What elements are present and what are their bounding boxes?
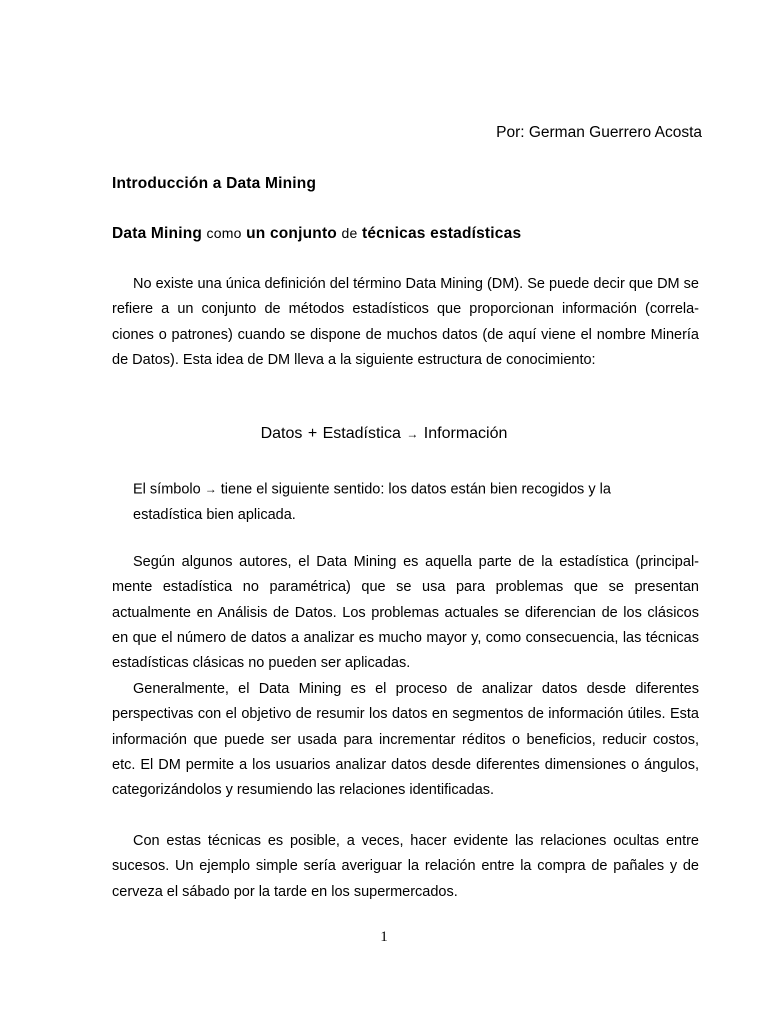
author-line: Por: German Guerrero Acosta [496, 124, 702, 141]
paragraph-authors: Según algunos autores, el Data Mining es aquella parte de la estadística (principal- mente estadística no paramétrica) que se usa para problemas que se presentan actualmente en Análisis de Datos. Los problemas actuales se diferencian de los clásicos en que el número de datos a analizar es mucho mayor y, como consecuencia, las técnicas estadísticas clásicas no pueden ser aplicadas. [112, 554, 699, 672]
symbol-note-before: El símbolo [133, 481, 205, 498]
page-number: 1 [380, 929, 388, 945]
heading-sub-part2: como [206, 225, 242, 241]
right-arrow-icon: → [204, 482, 217, 496]
heading-data-mining-techniques [112, 225, 521, 243]
formula-left: Datos + Estadística [260, 425, 401, 442]
heading-sub-part3: un conjunto [241, 225, 342, 242]
heading-sub-part4: de [341, 225, 358, 241]
heading-introduction: Introducción a Data Mining [112, 175, 317, 192]
heading-sub-part1: Data Mining [112, 225, 207, 242]
paragraph-hidden-relations: Con estas técnicas es posible, a veces, hacer evidente las relaciones ocultas entre sucesos. Un ejemplo simple sería averiguar la relación entre la compra de pañales y de cerveza el sábado por la tarde en los supermercados. [112, 833, 699, 900]
symbol-explanation [133, 477, 683, 528]
knowledge-formula [0, 425, 768, 443]
paragraph-definition: No existe una única definición del término Data Mining (DM). Se puede decir que DM se refiere a un conjunto de métodos estadísticos que proporcionan información (correla- ciones o patrones) cuando se dispone de muchos datos (de aquí viene el nombre Minería de Datos). Esta idea de DM lleva a la siguiente estructura de conocimiento: [112, 276, 699, 368]
heading-sub-part5: técnicas estadísticas [357, 225, 522, 242]
paragraph-generally: Generalmente, el Data Mining es el proceso de analizar datos desde diferentes perspectivas con el objetivo de resumir los datos en segmentos de información útiles. Esta información que puede ser usada para incrementar réditos o beneficios, reducir costos, etc. El DM permite a los usuarios analizar datos desde diferentes dimensiones o ángulos, categorizándolos y resumiendo las relaciones identificadas. [112, 681, 699, 799]
formula-right: Información [423, 425, 508, 442]
right-arrow-icon: → [406, 426, 419, 441]
symbol-note-after: tiene el siguiente sentido: los datos están bien recogidos y la estadística bien aplicada. [133, 481, 611, 523]
